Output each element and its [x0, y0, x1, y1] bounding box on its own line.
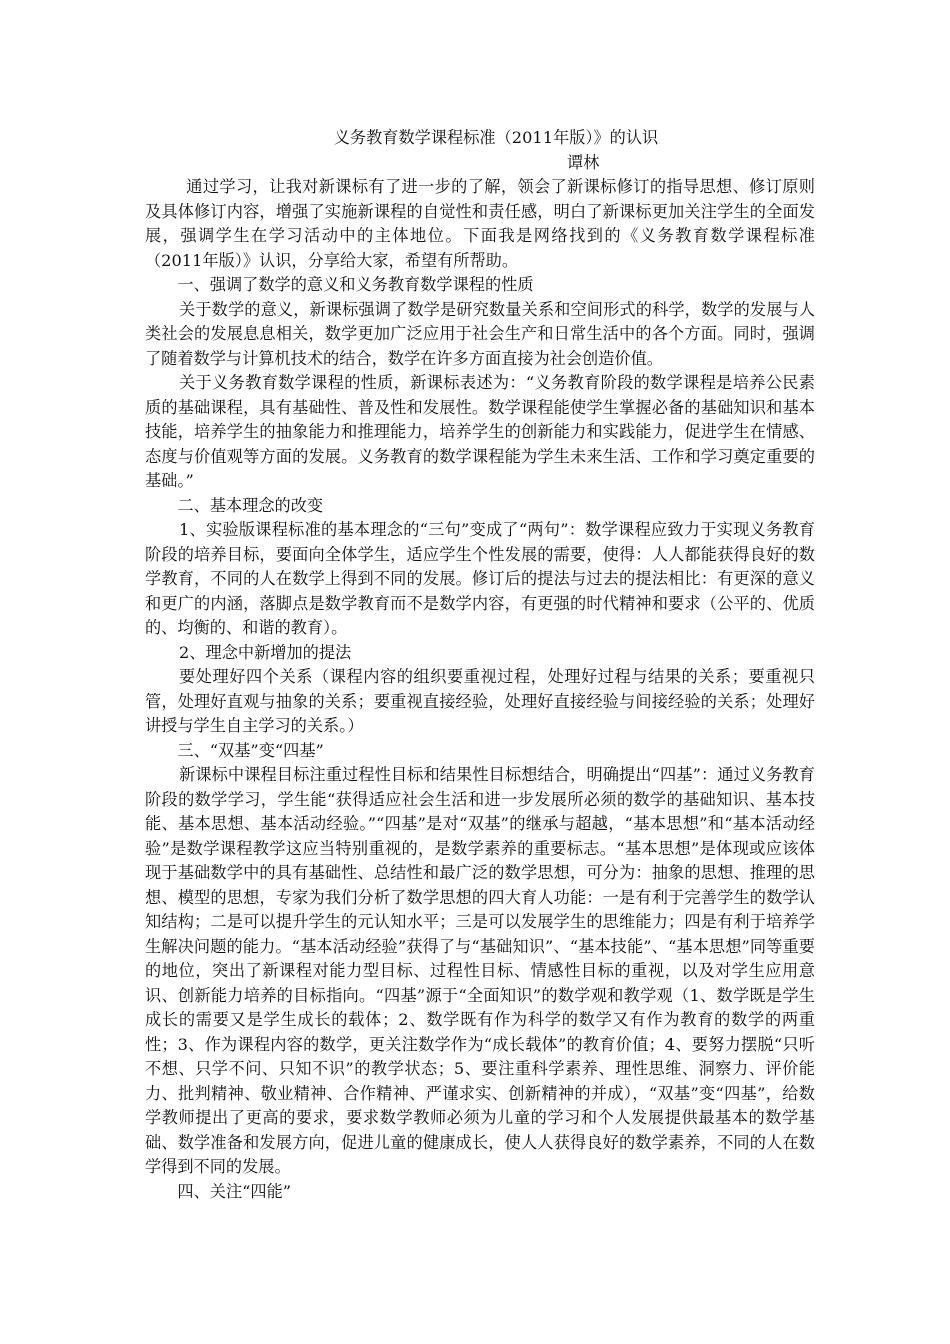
intro-paragraph: 通过学习，让我对新课标有了进一步的了解，领会了新课标修订的指导思想、修订原则及具体修订内容，增强了实施新课程的自觉性和责任感，明白了新课标更加关注学生的全面发展，强调学生在学习活动中的主体地位。下面我是网络找到的《义务教育数学课程标准（2011年版）》认识，分享给大家，希望有所帮助。	[145, 177, 815, 270]
section-2-paragraph-1: 1、实验版课程标准的基本理念的“三句”变成了“两句”：数学课程应致力于实现义务教育阶段的培养目标，要面向全体学生，适应学生个性发展的需要，使得：人人都能获得良好的数学教育，不同的人在数学上得到不同的发展。修订后的提法与过去的提法相比：有更深的意义和更广的内涵，落脚点是数学教育而不是数学内容，有更强的时代精神和要求（公平的、优质的、均衡的、和谐的教育）。	[145, 520, 815, 637]
document-author: 谭林	[567, 152, 600, 172]
section-2-paragraph-3: 要处理好四个关系（课程内容的组织要重视过程，处理好过程与结果的关系；要重视只管，处理好直观与抽象的关系；要重视直接经验，处理好直接经验与间接经验的关系；处理好讲授与学生自主学习的关系。）	[145, 667, 815, 735]
section-2-subheading: 2、理念中新增加的提法	[179, 642, 352, 662]
section-3-heading: 三、“双基”变“四基”	[177, 740, 324, 760]
document-page	[145, 126, 815, 1204]
document-title: 义务教育数学课程标准（2011年版）》的认识	[333, 128, 659, 147]
section-1-paragraph-2: 关于义务教育数学课程的性质，新课标表述为：“义务教育阶段的数学课程是培养公民素质的基础课程，具有基础性、普及性和发展性。数学课程能使学生掌握必备的基础知识和基本技能，培养学生的抽象能力和推理能力，培养学生的创新能力和实践能力，促进学生在情感、态度与价值观等方面的发展。义务教育的数学课程能为学生未来生活、工作和学习奠定重要的基础。”	[145, 373, 815, 490]
section-1-heading: 一、强调了数学的意义和义务教育数学课程的性质	[177, 275, 534, 294]
section-2-heading: 二、基本理念的改变	[177, 495, 324, 515]
section-3-paragraph-1: 新课标中课程目标注重过程性目标和结果性目标想结合，明确提出“四基”：通过义务教育阶段的数学学习，学生能“获得适应社会生活和进一步发展所必须的数学的基础知识、基本技能、基本思想、基本活动经验。”“四基”是对“双基”的继承与超越，“基本思想”和“基本活动经验”是数学课程教学这应当特别重视的，是数学素养的重要标志。“基本思想”是体现或应该体现于基础数学中的具有基础性、总结性和最广泛的数学思想，可分为：抽象的思想、推理的思想、模型的思想，专家为我们分析了数学思想的四大育人功能：一是有利于完善学生的数学认知结构；二是可以提升学生的元认知水平；三是可以发展学生的思维能力；四是有利于培养学生解决问题的能力。“基本活动经验”获得了与“基础知识”、“基本技能”、“基本思想”同等重要的地位，突出了新课程对能力型目标、过程性目标、情感性目标的重视，以及对学生应用意识、创新能力培养的目标指向。“四基”源于“全面知识”的数学观和教学观（1、数学既是学生成长的需要又是学生成长的载体；2、数学既有作为科学的数学又有作为教育的数学的两重性；3、作为课程内容的数学，更关注数学作为“成长载体”的教育价值；4、要努力摆脱“只听不想、只学不问、只知不识”的教学状态；5、要注重科学素养、理性思维、洞察力、评价能力、批判精神、敬业精神、合作精神、严谨求实、创新精神的并成），“双基”变“四基”，给数学教师提出了更高的要求，要求数学教师必须为儿童的学习和个人发展提供最基本的数学基础、数学准备和发展方向，促进儿童的健康成长，使人人获得良好的数学素养，不同的人在数学得到不同的发展。	[145, 765, 815, 1176]
section-1-paragraph-1: 关于数学的意义，新课标强调了数学是研究数量关系和空间形式的科学，数学的发展与人类社会的发展息息相关，数学更加广泛应用于社会生产和日常生活中的各个方面。同时，强调了随着数学与计算机技术的结合，数学在许多方面直接为社会创造价值。	[145, 299, 815, 368]
section-4-heading: 四、关注“四能”	[177, 1181, 292, 1201]
